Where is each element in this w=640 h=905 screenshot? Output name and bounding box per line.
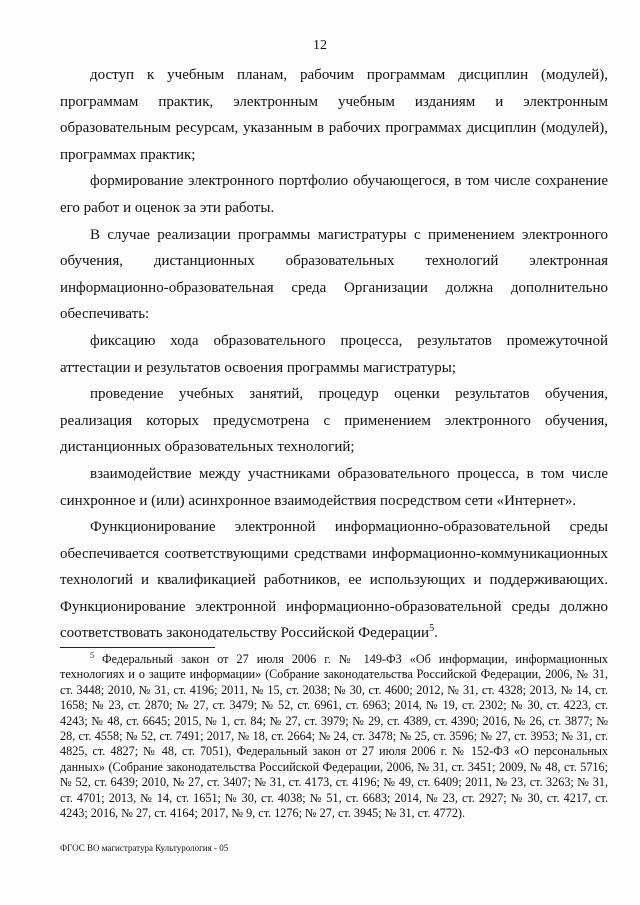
paragraph: формирование электронного портфолио обучающегося, в том числе сохранение его работ и оценок за эти работы.	[60, 173, 608, 216]
paragraph: фиксацию хода образовательного процесса, результатов промежуточной аттестации и результатов освоения программы магистратуры;	[60, 332, 608, 376]
page-footer: ФГОС ВО магистратура Культурология - 05	[60, 843, 229, 853]
footnote	[60, 652, 608, 821]
footnote-text: Федеральный закон от 27 июля 2006 г. № 149-ФЗ «Об информации, информационных технологиях и о защите информации» (Собрание законодательства Российской Федерации, 2006, № 31, ст. 3448; 2010, № 31, ст. 4196; 2011, № 15, ст. 2038; № 30, ст. 4600; 2012, № 31, ст. 4328; 2013, № 14, ст. 1658; № 23, ст. 2870; № 27, ст. 3479; № 52, ст. 6961, ст. 6963; 2014, № 19, ст. 2302; № 30, ст. 4223, ст. 4243; № 48, ст. 6645; 2015, № 1, ст. 84; № 27, ст. 3979; № 29, ст. 4389, ст. 4390; 2016, № 26, ст. 3877; № 28, ст. 4558; № 52, ст. 7491; 2017, № 18, ст. 2664; № 24, ст. 3478; № 25, ст. 3596; № 27, ст. 3953; № 31, ст. 4825, ст. 4827; № 48, ст. 7051), Федеральный закон от 27 июля 2006 г. № 152-ФЗ «О персональных данных» (Собрание законодательства Российской Федерации, 2006, № 31, ст. 3451; 2009, № 48, ст. 5716; № 52, ст. 6439; 2010, № 27, ст. 3407; № 31, ст. 4173, ст. 4196; № 49, ст. 6409; 2011, № 23, ст. 3263; № 31, ст. 4701; 2013, № 14, ст. 1651; № 30, ст. 4038; № 51, ст. 6683; 2014, № 23, ст. 2927; № 30, ст. 4217, ст. 4243; 2016, № 27, ст. 4164; 2017, № 9, ст. 1276; № 27, ст. 3945; № 31, ст. 4772).	[60, 652, 608, 821]
footnote-separator	[60, 647, 215, 648]
paragraph: В случае реализации программы магистратуры с применением электронного обучения, дистанционных образовательных технологий электронная информационно-образовательная среда Организации должна дополнительно обеспечивать:	[60, 226, 608, 323]
paragraph-last-text: Функционирование электронной информационно-образовательной среды обеспечивается соответствующими средствами информационно-коммуникационных технологий и квалификацией работников, ее использующих и поддерживающих. Функционирование электронной информационно-образовательной среды должно соответствовать законодательству Российской Федерации	[60, 519, 608, 642]
paragraph-last-end: .	[434, 625, 438, 642]
footnote-reference[interactable]: 5	[429, 623, 435, 635]
paragraph: доступ к учебным планам, рабочим программам дисциплин (модулей), программам практик, электронным учебным изданиям и электронным образовательным ресурсам, указанным в рабочих программах дисциплин (модулей), программах практик;	[60, 67, 608, 163]
footnote-mark: 5	[90, 650, 94, 660]
paragraph-last	[60, 514, 608, 647]
paragraph: проведение учебных занятий, процедур оценки результатов обучения, реализация которых предусмотрена с применением электронного обучения, дистанционных образовательных технологий;	[60, 386, 608, 456]
paragraph: взаимодействие между участниками образовательного процесса, в том числе синхронное и (или) асинхронное взаимодействия посредством сети «Интернет».	[60, 465, 608, 509]
page-number: 12	[313, 38, 327, 53]
body-text	[60, 62, 608, 647]
